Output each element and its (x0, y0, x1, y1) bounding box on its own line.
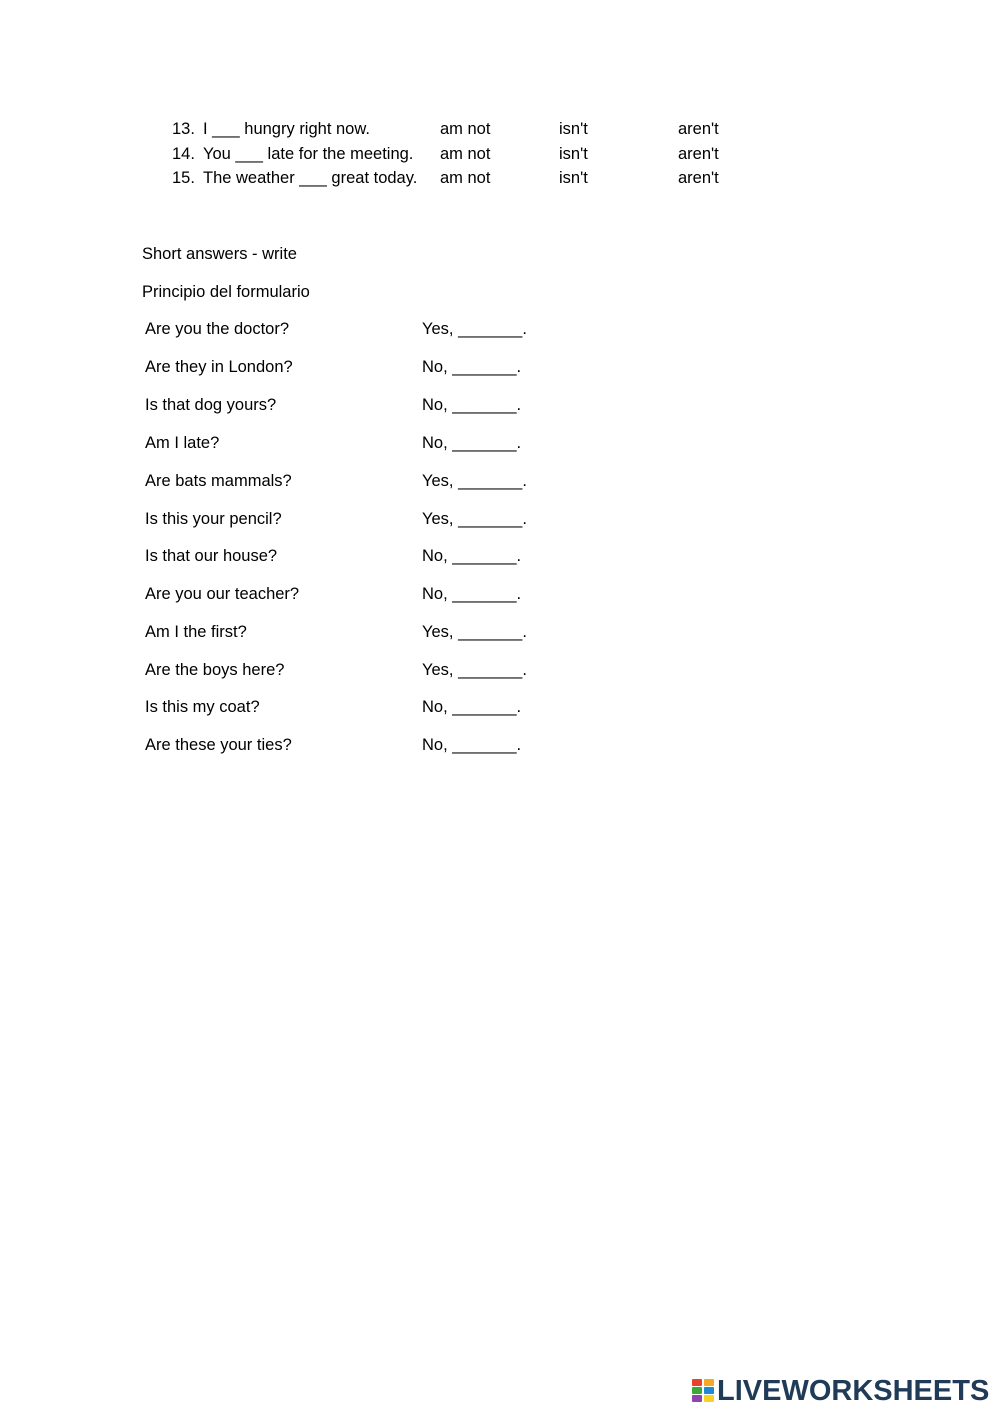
answer-blank[interactable]: No, _______. (422, 547, 522, 565)
answer-blank[interactable]: Yes, _______. (422, 623, 527, 641)
option-arent[interactable]: aren't (678, 169, 719, 187)
mc-row-15 (172, 169, 772, 193)
question-text: Are you the doctor? (145, 320, 290, 338)
item-sentence: The weather ___ great today. (203, 169, 418, 187)
option-isnt[interactable]: isn't (559, 145, 588, 163)
short-answer-row (145, 396, 565, 420)
answer-blank[interactable]: No, _______. (422, 434, 522, 452)
question-text: Is this your pencil? (145, 510, 282, 528)
question-text: Are you our teacher? (145, 585, 300, 603)
short-answer-row (145, 661, 565, 685)
short-answer-row (145, 434, 565, 458)
answer-blank[interactable]: Yes, _______. (422, 472, 527, 490)
section-title: Short answers - write (142, 245, 297, 263)
question-text: Are bats mammals? (145, 472, 292, 490)
mc-row-13 (172, 120, 772, 144)
question-text: Am I the first? (145, 623, 247, 641)
liveworksheets-logo[interactable] (692, 1376, 989, 1406)
answer-blank[interactable]: No, _______. (422, 585, 522, 603)
option-am-not[interactable]: am not (440, 145, 491, 163)
short-answer-row (145, 623, 565, 647)
item-sentence: You ___ late for the meeting. (203, 145, 414, 163)
option-am-not[interactable]: am not (440, 120, 491, 138)
answer-blank[interactable]: Yes, _______. (422, 320, 527, 338)
short-answer-row (145, 358, 565, 382)
answer-blank[interactable]: No, _______. (422, 736, 522, 754)
question-text: Is this my coat? (145, 698, 260, 716)
short-answer-row (145, 510, 565, 534)
short-answer-row (145, 736, 565, 760)
answer-blank[interactable]: No, _______. (422, 396, 522, 414)
answer-blank[interactable]: No, _______. (422, 698, 522, 716)
option-isnt[interactable]: isn't (559, 169, 588, 187)
short-answer-row (145, 472, 565, 496)
mc-row-14 (172, 145, 772, 169)
short-answer-row (145, 320, 565, 344)
question-text: Am I late? (145, 434, 220, 452)
short-answer-row (145, 585, 565, 609)
option-arent[interactable]: aren't (678, 120, 719, 138)
option-am-not[interactable]: am not (440, 169, 491, 187)
option-isnt[interactable]: isn't (559, 120, 588, 138)
short-answer-row (145, 698, 565, 722)
answer-blank[interactable]: Yes, _______. (422, 510, 527, 528)
form-label: Principio del formulario (142, 283, 310, 301)
answer-blank[interactable]: Yes, _______. (422, 661, 527, 679)
question-text: Is that dog yours? (145, 396, 277, 414)
item-number: 14. (172, 145, 195, 163)
option-arent[interactable]: aren't (678, 145, 719, 163)
item-number: 15. (172, 169, 195, 187)
question-text: Are the boys here? (145, 661, 285, 679)
short-answer-row (145, 547, 565, 571)
item-number: 13. (172, 120, 195, 138)
question-text: Are they in London? (145, 358, 293, 376)
liveworksheets-logo-icon (692, 1379, 714, 1403)
answer-blank[interactable]: No, _______. (422, 358, 522, 376)
logo-text: LIVEWORKSHEETS (717, 1375, 990, 1407)
question-text: Are these your ties? (145, 736, 292, 754)
item-sentence: I ___ hungry right now. (203, 120, 370, 138)
question-text: Is that our house? (145, 547, 278, 565)
